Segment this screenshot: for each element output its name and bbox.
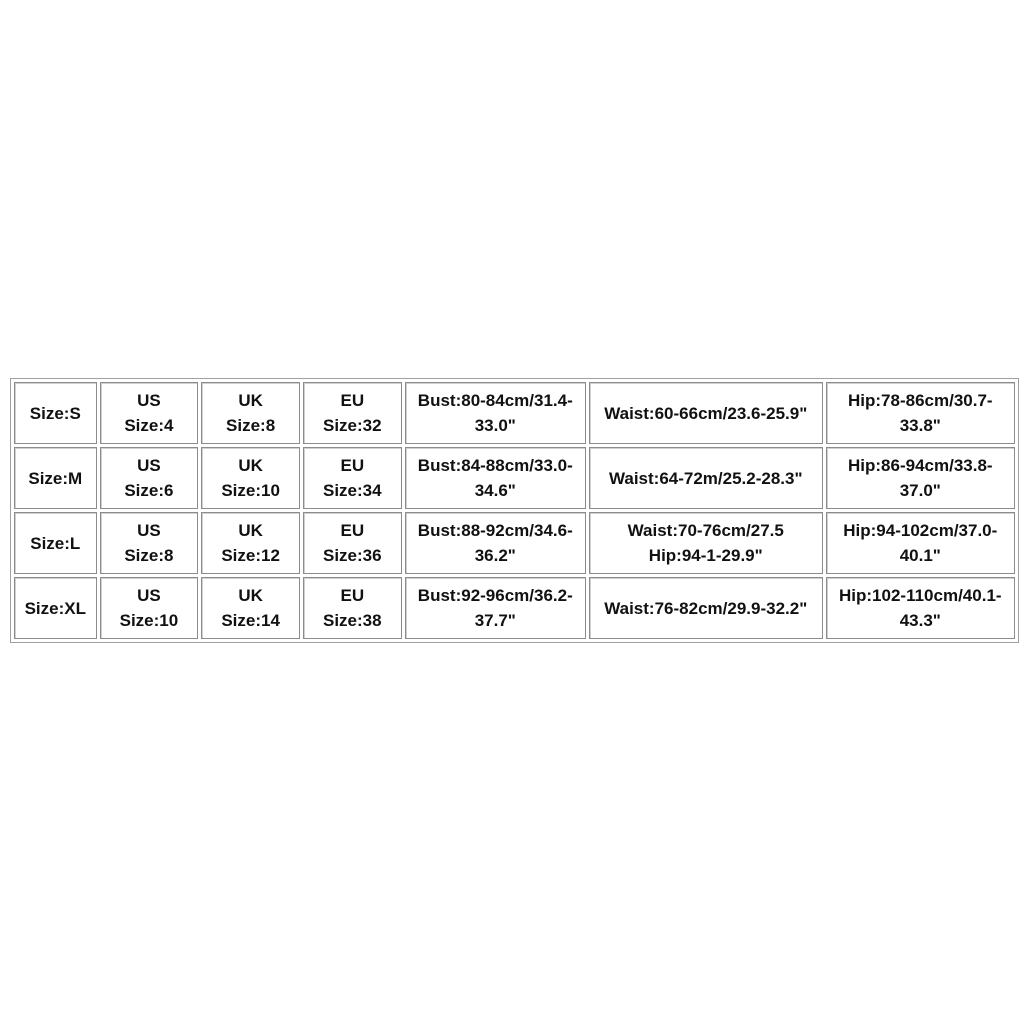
bust-cell <box>405 512 586 574</box>
bust-line-1: Bust:84-88cm/33.0- <box>417 456 573 475</box>
us-label: US <box>137 521 161 540</box>
eu-size-value: Size:38 <box>323 611 382 630</box>
size-chart-table <box>10 378 1019 643</box>
uk-size-cell <box>201 512 300 574</box>
size-chart-body <box>14 382 1015 639</box>
us-size-cell <box>100 382 199 444</box>
us-size-cell <box>100 577 199 639</box>
size-label-cell <box>14 447 97 509</box>
uk-size-value: Size:14 <box>221 611 280 630</box>
bust-line-1: Bust:88-92cm/34.6- <box>417 521 573 540</box>
bust-cell <box>405 382 586 444</box>
uk-size-cell <box>201 382 300 444</box>
hip-line-1: Hip:78-86cm/30.7- <box>848 391 993 410</box>
bust-cell <box>405 447 586 509</box>
eu-size-cell <box>303 447 402 509</box>
hip-line-2: 37.0" <box>899 481 941 500</box>
size-label-cell <box>14 382 97 444</box>
size-label-cell <box>14 577 97 639</box>
uk-size-value: Size:8 <box>226 416 276 435</box>
bust-line-2: 34.6" <box>474 481 516 500</box>
size-label: Size:L <box>30 533 81 553</box>
waist-cell <box>589 447 823 509</box>
eu-label: EU <box>340 456 365 475</box>
hip-line-1: Hip:94-102cm/37.0- <box>843 521 998 540</box>
hip-cell <box>826 512 1015 574</box>
us-label: US <box>137 586 161 605</box>
uk-size-value: Size:12 <box>221 546 280 565</box>
waist-line-2: Hip:94-1-29.9" <box>648 546 763 565</box>
us-size-value: Size:6 <box>124 481 174 500</box>
size-label: Size:XL <box>24 598 86 618</box>
uk-label: UK <box>238 456 263 475</box>
us-size-value: Size:8 <box>124 546 174 565</box>
bust-line-2: 36.2" <box>474 546 516 565</box>
hip-cell <box>826 382 1015 444</box>
hip-line-2: 43.3" <box>899 611 941 630</box>
size-row-m <box>14 447 1015 509</box>
bust-line-2: 37.7" <box>474 611 516 630</box>
eu-size-value: Size:34 <box>323 481 382 500</box>
eu-size-cell <box>303 577 402 639</box>
hip-line-2: 33.8" <box>899 416 941 435</box>
bust-line-1: Bust:92-96cm/36.2- <box>417 586 573 605</box>
bust-line-1: Bust:80-84cm/31.4- <box>417 391 573 410</box>
hip-line-2: 40.1" <box>899 546 941 565</box>
eu-size-value: Size:36 <box>323 546 382 565</box>
eu-label: EU <box>340 586 365 605</box>
uk-size-cell <box>201 447 300 509</box>
us-size-cell <box>100 512 199 574</box>
size-label: Size:S <box>29 403 81 423</box>
eu-size-cell <box>303 512 402 574</box>
waist-cell <box>589 382 823 444</box>
eu-size-cell <box>303 382 402 444</box>
hip-line-1: Hip:102-110cm/40.1- <box>839 586 1002 605</box>
us-size-value: Size:10 <box>119 611 179 630</box>
size-row-xl <box>14 577 1015 639</box>
bust-line-2: 33.0" <box>474 416 516 435</box>
waist-line-1: Waist:64-72m/25.2-28.3" <box>608 468 803 488</box>
uk-label: UK <box>238 391 263 410</box>
uk-label: UK <box>238 586 263 605</box>
waist-cell <box>589 577 823 639</box>
bust-cell <box>405 577 586 639</box>
uk-label: UK <box>238 521 263 540</box>
us-size-value: Size:4 <box>124 416 174 435</box>
eu-label: EU <box>340 521 365 540</box>
hip-cell <box>826 447 1015 509</box>
eu-label: EU <box>340 391 365 410</box>
size-label-cell <box>14 512 97 574</box>
size-row-l <box>14 512 1015 574</box>
waist-line-1: Waist:76-82cm/29.9-32.2" <box>604 598 808 618</box>
us-label: US <box>137 391 161 410</box>
uk-size-cell <box>201 577 300 639</box>
hip-cell <box>826 577 1015 639</box>
waist-line-1: Waist:70-76cm/27.5 <box>627 521 784 540</box>
uk-size-value: Size:10 <box>221 481 280 500</box>
waist-line-1: Waist:60-66cm/23.6-25.9" <box>604 403 808 423</box>
size-label: Size:M <box>28 468 83 488</box>
us-label: US <box>137 456 161 475</box>
hip-line-1: Hip:86-94cm/33.8- <box>848 456 993 475</box>
waist-cell <box>589 512 823 574</box>
size-row-s <box>14 382 1015 444</box>
us-size-cell <box>100 447 199 509</box>
eu-size-value: Size:32 <box>323 416 382 435</box>
